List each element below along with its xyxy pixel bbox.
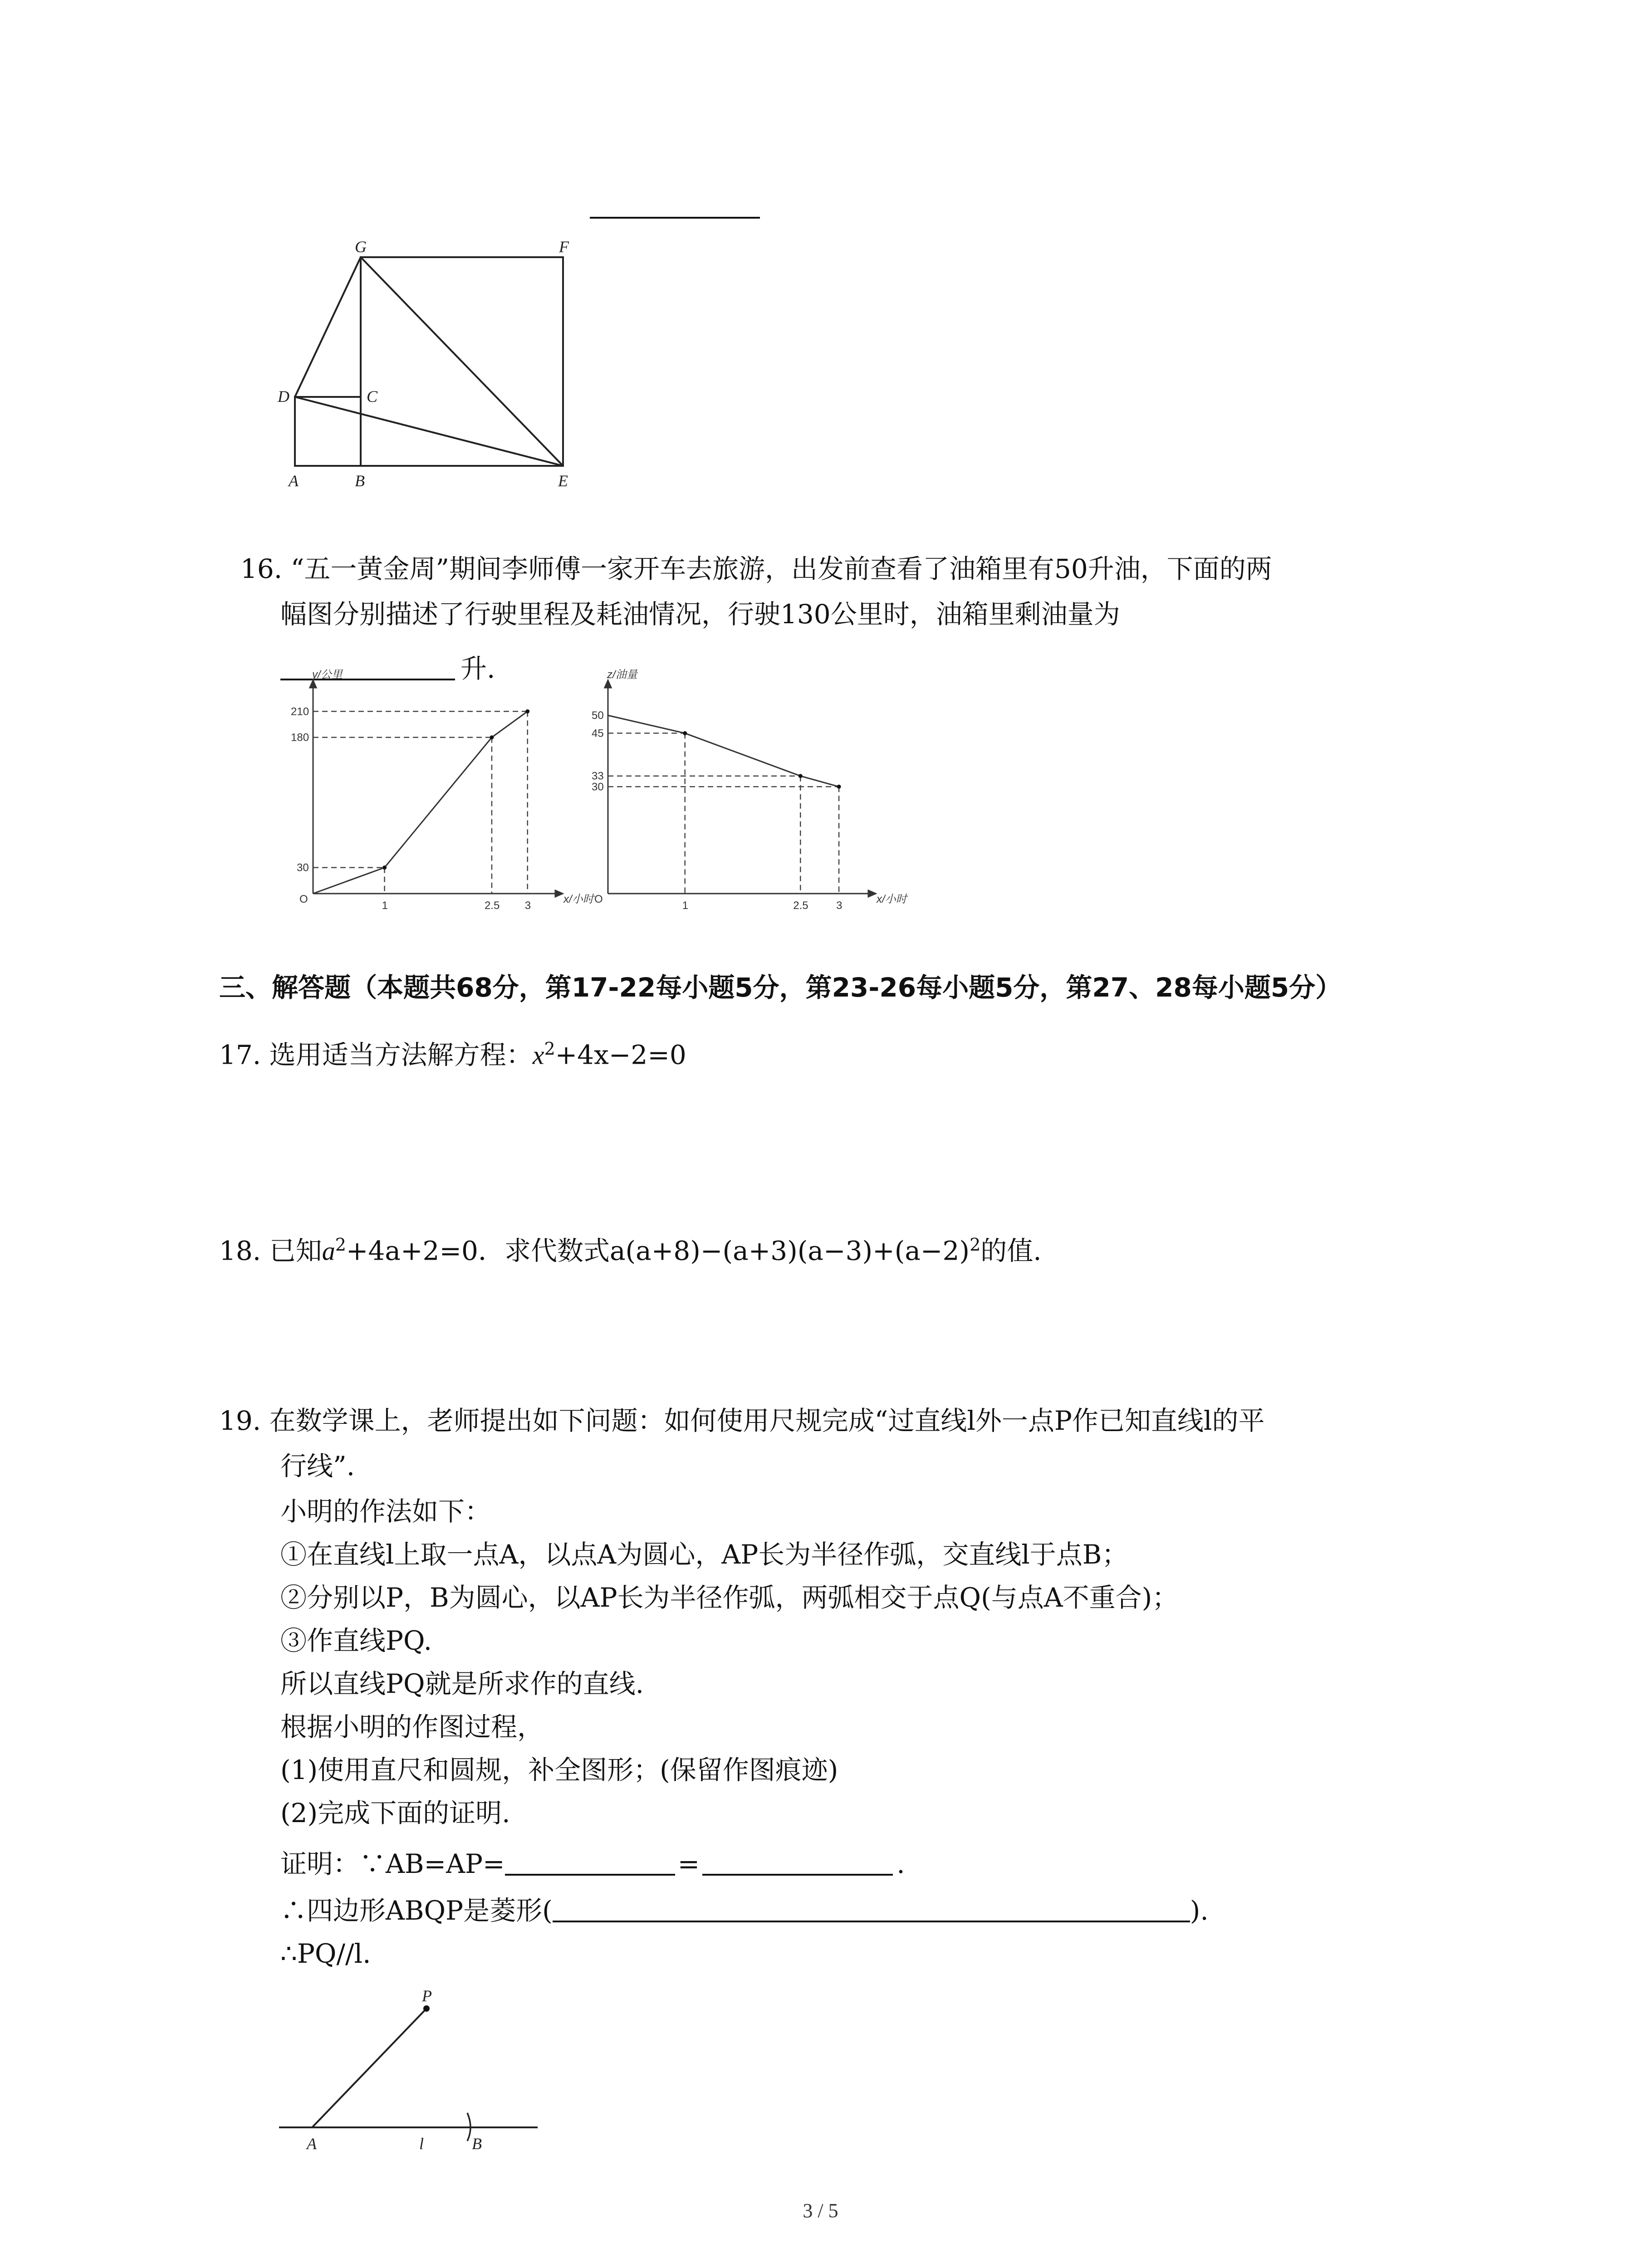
q19-part2: (2)完成下面的证明. [280,1798,510,1828]
label-b: B [355,472,365,490]
q16-line1: 16. “五一黄金周”期间李师傅一家开车去旅游，出发前查看了油箱里有50升油，下面的两 [240,553,1272,584]
proof-blank-2[interactable] [702,1847,893,1876]
origin-label: O [594,893,603,905]
point-p [423,2005,430,2012]
q16-line3: 升. [280,646,495,691]
label-l: l [419,2135,424,2153]
q19-line2: 行线”. [280,1451,355,1481]
label-g: G [355,238,367,256]
q19-step1: ①在直线l上取一点A，以点A为圆心，AP长为半径作弧，交直线l于点B； [280,1539,1128,1570]
y-axis-arrow [310,680,316,688]
x-tick-label: 2.5 [484,899,500,912]
label-f: F [559,238,569,256]
q19-proof2: ∴四边形ABQP是菱形( ). [280,1888,1209,1933]
data-point [683,731,687,735]
origin-label: O [299,893,308,905]
label-c: C [367,387,378,406]
q16-number: 16. [240,553,283,584]
series-line [313,711,528,894]
y-tick-label: 45 [592,727,604,740]
proof-blank-3[interactable] [553,1893,1190,1922]
q19-line8: 根据小明的作图过程， [280,1711,544,1742]
y-tick-label: 33 [592,770,604,782]
data-point [798,774,803,778]
x-tick-label: 1 [682,899,689,912]
q19-line7: 所以直线PQ就是所求作的直线. [280,1668,644,1699]
label-a: A [289,472,299,490]
y-axis-title: z/油量 [607,669,637,681]
q19-step2: ②分别以P，B为圆心，以AP长为半径作弧，两弧相交于点Q(与点A不重合)； [280,1582,1179,1613]
q19-construction-figure [272,1987,554,2164]
q19-proof3: ∴PQ//l. [280,1938,371,1969]
fuel-time-chart [576,669,907,916]
q16-answer-blank[interactable] [280,651,455,680]
q19-part1: (1)使用直尺和圆规，补全图形；(保留作图痕迹) [280,1755,838,1785]
data-point [837,785,841,789]
data-point [382,865,387,870]
q17-question: 17. 选用适当方法解方程：$x^2+4x-2=0$ [219,1039,686,1070]
y-tick-label: 210 [291,705,309,718]
x-axis-title: x/小时 [877,893,907,905]
data-point [525,709,529,714]
data-point [490,735,494,739]
series-line [608,715,839,787]
q19-line3: 小明的作法如下： [280,1496,491,1527]
q15-geometry-figure [272,236,617,490]
label-p: P [422,1987,432,2005]
x-tick-label: 3 [524,899,531,912]
x-tick-label: 2.5 [793,899,808,912]
q18-question: 18. 已知$a^2+4a+2=0$．求代数式$a(a+8)-(a+3)(a-3)+(a-2)^2$的值. [219,1235,1042,1266]
x-tick-label: 1 [382,899,388,912]
section3-heading: 三、解答题（本题共68分，第17-22每小题5分，第23-26每小题5分，第27、28每小题5分） [219,972,1342,1003]
segment-ap [312,2009,426,2127]
q19-step3: ③作直线PQ. [280,1625,432,1656]
y-tick-label: 50 [592,709,604,722]
y-tick-label: 30 [592,781,604,793]
distance-time-chart [272,669,594,916]
square-abcd [295,397,361,466]
y-axis-arrow [605,680,611,688]
x-tick-label: 3 [836,899,843,912]
x-axis-title: x/小时 [563,893,594,905]
q19-line1: 19. 在数学课上，老师提出如下问题：如何使用尺规完成“过直线l外一点P作已知直线l的平 [219,1405,1265,1436]
page-number: 3 / 5 [803,2200,838,2222]
label-a: A [307,2135,317,2153]
proof-blank-1[interactable] [505,1847,675,1876]
x-axis-arrow [868,890,876,897]
q19-proof1: 证明：∵AB=AP= = . [280,1842,905,1886]
q15-answer-blank[interactable] [590,217,760,219]
label-e: E [558,472,568,490]
q16-line2: 幅图分别描述了行驶里程及耗油情况，行驶130公里时，油箱里剩油量为 [280,599,1120,630]
label-d: D [278,387,289,406]
y-tick-label: 30 [297,861,309,874]
y-axis-title: y/公里 [312,669,343,681]
label-b: B [472,2135,482,2153]
x-axis-arrow [555,890,563,897]
y-tick-label: 180 [291,731,309,744]
